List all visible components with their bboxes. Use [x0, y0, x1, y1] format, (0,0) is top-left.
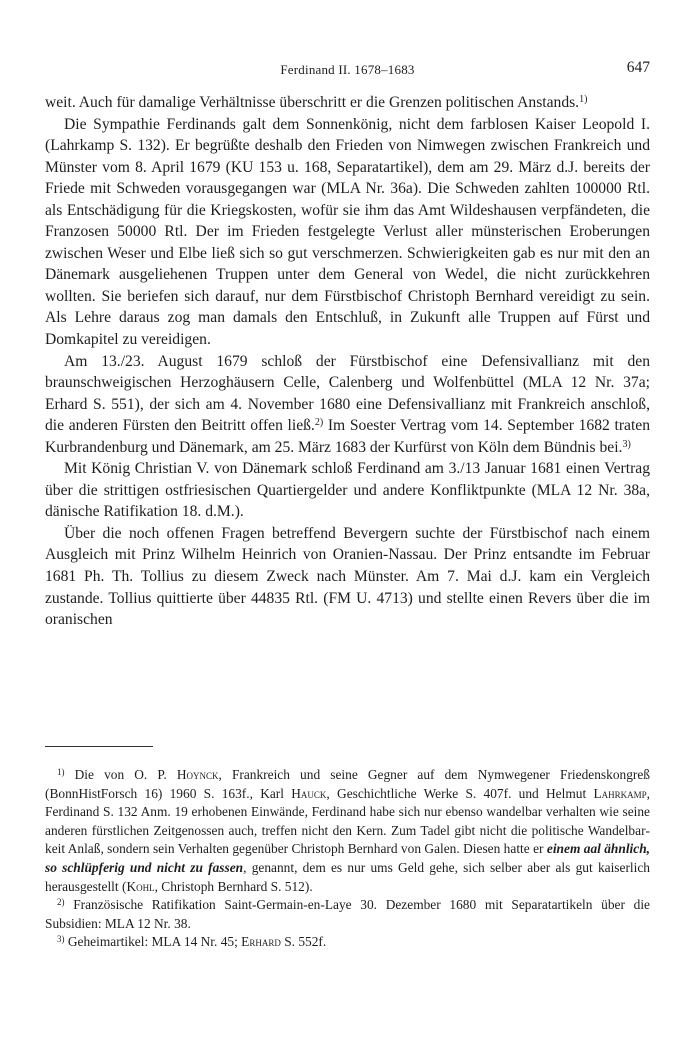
footnote-ref-3-number: 3: [622, 438, 628, 450]
footnote-1-text-e: , genannt, dem es nur ums Geld gehe, sich selber aber als gut kaiserlich herausgestellt (: [45, 859, 650, 894]
footnotes: [45, 766, 650, 952]
footnote-2: [45, 896, 650, 933]
book-page: [45, 0, 650, 1048]
footnote-1-text: Die von O. P.: [74, 767, 177, 782]
main-text: [45, 92, 650, 631]
author-erhard: Erhard: [241, 934, 281, 950]
footnote-ref-2[interactable]: 2): [314, 417, 324, 429]
paragraph-3-text-a: Am 13./23. August 1679 schloß der Fürstbischof eine Defensivallianz mit den braunschweigischen Herzoghäusern Celle, Calenberg und Wolfenbüttel (MLA 12 Nr. 37a; Erhard S. 551), der sich am 4. November 1680 eine Defensivallianz mit Frankreich anschloß, die anderen Fürsten den Beitritt offen ließ.: [45, 352, 650, 435]
footnote-ref-2-number: 2: [314, 417, 320, 429]
running-head: [45, 58, 650, 80]
paragraph-3-text-b: Im Soester Vertrag vom 14. September 1682 traten Kurbrandenburg und Dänemark, am 25. März 1683 der Kurfürst von Köln dem Bündnis bei.: [45, 417, 650, 456]
footnote-1-quote: einem aal ähnlich, so schlüpferig und nicht zu fassen: [45, 841, 651, 875]
footnote-1-text-b: , Frankreich und seine Gegner auf dem Nymwegener Friedenskongreß (BonnHistForsch 16) 1960 S. 163f., Karl: [45, 767, 650, 801]
footnote-2-mark: 2): [57, 897, 65, 908]
footnote-3-mark: 3): [57, 934, 65, 945]
author-hauck: Hauck: [291, 785, 327, 801]
author-lahrkamp: Lahrkamp: [593, 785, 647, 801]
author-kohl: Kohl: [126, 878, 155, 894]
paragraph-2: Die Sympathie Ferdinands galt dem Sonnenkönig, nicht dem farblosen Kaiser Leopold I. (Lahrkamp S. 132). Er begrüßte deshalb den Frieden von Nimwegen zwischen Frankreich und Münster vom 8. April 1679 (KU 153 u. 168, Separatartikel), dem am 29. März d.J. bereits der Friede mit Schweden vorausgegangen war (MLA Nr. 36a). Die Schweden zahlten 100000 Rtl. als Entschädigung für die Kriegskosten, wofür sie ihm das Amt Wildeshausen verpfändeten, die Franzosen 50000 Rtl. Der im Frieden festgelegte Verlust aller münsterischen Eroberungen zwischen Weser und Elbe ließ sich so gut verschmerzen. Schwierigkeiten gab es nur mit den an Dänemark ausgeliehenen Truppen unter dem General von Wedel, die nicht zurückkehren wollten. Sie beriefen sich darauf, nur dem Fürstbischof Christoph Bernhard vereidigt zu sein. Als Lehre daraus zog man damals den Entschluß, in Zukunft alle Truppen auf Fürst und Domkapitel zu vereidigen.: [45, 115, 650, 349]
page-number: 647: [626, 59, 650, 76]
paragraph-3: [45, 351, 650, 459]
paragraph-1: [45, 92, 650, 114]
footnote-2-text: Französische Ratifikation Saint-Germain-en-Laye 30. Dezember 1680 mit Separatartikeln über die Subsidien: MLA 12 Nr. 38.: [45, 897, 650, 931]
footnote-ref-1[interactable]: 1): [579, 94, 588, 105]
paragraph-4: Mit König Christian V. von Dänemark schloß Ferdinand am 3./13 Januar 1681 einen Vertrag über die strittigen ostfriesischen Quartiergelder und andere Konfliktpunkte (MLA 12 Nr. 38a, dänische Ratifikation 18. d.M.).: [45, 460, 650, 521]
footnote-3-text-b: S. 552f.: [280, 934, 327, 950]
author-hoynck: Hoynck: [176, 767, 219, 782]
footnote-ref-1-number: 1: [579, 94, 585, 105]
footnote-3-text: Geheimartikel: MLA 14 Nr. 45;: [67, 934, 242, 950]
footnote-3: [45, 933, 650, 952]
footnote-1-text-c: , Geschichtliche Werke S. 407f. und Helmut: [326, 785, 594, 801]
footnote-1-mark: 1): [57, 767, 65, 777]
footnote-1-text-f: , Christoph Bernhard S. 512).: [154, 878, 313, 894]
footnote-divider: [45, 746, 153, 747]
footnote-ref-3[interactable]: 3): [622, 438, 631, 450]
footnote-1-text-d: , Ferdinand S. 132 Anm. 19 erhobenen Einwände, Ferdinand habe sich nur ebenso wandelbar verhalten wie seine anderen fürstlichen Zeitgenossen auch, treffen nicht den Kern. Zum Tadel gibt nicht die politische Wandelbarkeit Anlaß, sondern sein Verhalten gegenüber Christoph Bernhard von Galen. Diesen hatte er: [45, 785, 650, 857]
paragraph-5: Über die noch offenen Fragen betreffend Bevergern suchte der Fürstbischof nach einem Ausgleich mit Prinz Wilhelm Heinrich von Oranien-Nassau. Der Prinz entsandte im Februar 1681 Ph. Th. Tollius zu diesem Zweck nach Münster. Am 7. Mai d.J. kam ein Vergleich zustande. Tollius quittierte über 44835 Rtl. (FM U. 4713) und stellte einen Revers über die im oranischen: [45, 524, 650, 629]
running-title: Ferdinand II. 1678–1683: [280, 62, 415, 77]
paragraph-1-text: weit. Auch für damalige Verhältnisse überschritt er die Grenzen politischen Anstands.: [45, 94, 580, 111]
footnote-1: [45, 766, 650, 896]
